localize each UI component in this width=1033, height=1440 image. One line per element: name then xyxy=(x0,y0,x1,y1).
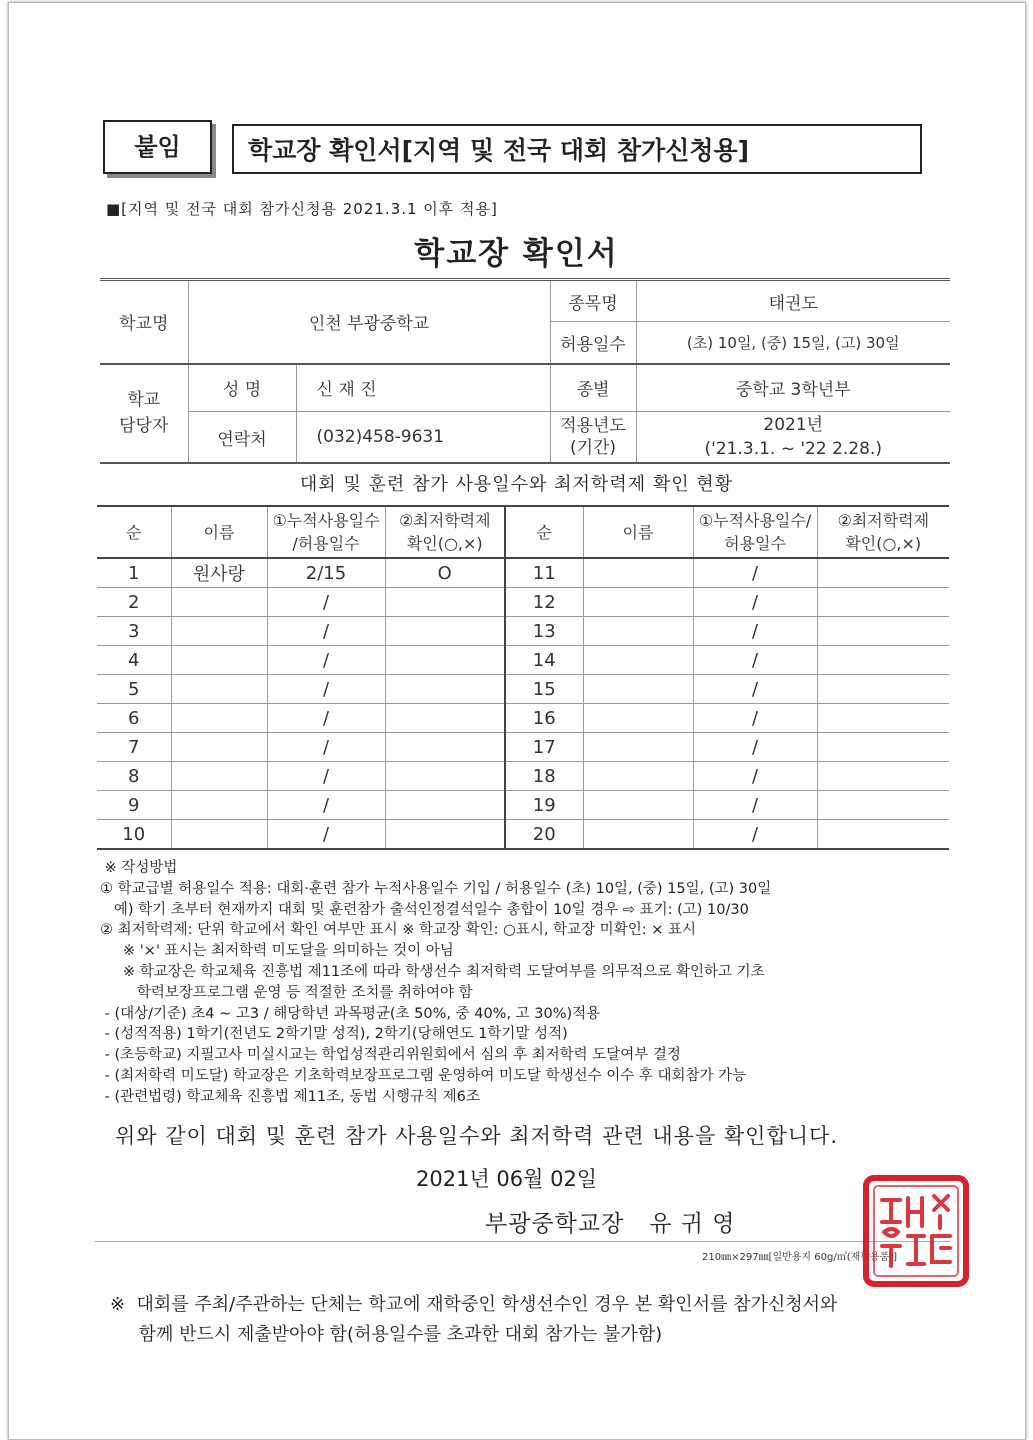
division-label: 종별 xyxy=(550,364,636,412)
table-row xyxy=(97,558,949,588)
row-name xyxy=(171,791,267,820)
school-label: 학교명 xyxy=(100,280,188,364)
year-cell xyxy=(636,412,950,464)
row-seq-right: 13 xyxy=(505,617,583,646)
row-days: / xyxy=(267,762,385,791)
row-days-right: / xyxy=(693,588,817,617)
row-name xyxy=(171,704,267,733)
row-name xyxy=(171,820,267,850)
row-seq: 1 xyxy=(97,558,171,588)
year-value: 2021년 xyxy=(763,415,824,435)
row-seq: 4 xyxy=(97,646,171,675)
header-days: ①누적사용일수 /허용일수 xyxy=(267,506,385,558)
instruction-line: - (관련법령) 학교체육 진흥법 제11조, 동법 시행규칙 제6조 xyxy=(100,1088,480,1105)
row-seq-right: 19 xyxy=(505,791,583,820)
table-row xyxy=(97,820,949,850)
row-check-right xyxy=(817,820,949,850)
row-name xyxy=(171,588,267,617)
year-label: 적용년도 (기간) xyxy=(550,412,636,464)
submission-notice-line-1: ※ 대회를 주최/주관하는 단체는 학교에 재학중인 학생선수인 경우 본 확인서를 참가신청서와 xyxy=(110,1294,838,1315)
row-days: / xyxy=(267,791,385,820)
instruction-line: 학력보장프로그램 운영 등 적절한 조치를 취하여야 함 xyxy=(100,984,473,1001)
row-name xyxy=(171,675,267,704)
contact-label: 연락처 xyxy=(188,412,296,464)
row-name-right xyxy=(583,733,693,762)
row-check xyxy=(385,820,505,850)
row-name-right xyxy=(583,617,693,646)
row-seq-right: 16 xyxy=(505,704,583,733)
divider xyxy=(95,1241,950,1242)
row-check xyxy=(385,733,505,762)
row-days: / xyxy=(267,704,385,733)
row-name-right xyxy=(583,588,693,617)
row-name-right xyxy=(583,762,693,791)
row-name xyxy=(171,762,267,791)
row-seq-right: 17 xyxy=(505,733,583,762)
row-check-right xyxy=(817,762,949,791)
row-days: / xyxy=(267,820,385,850)
name-label: 성 명 xyxy=(188,364,296,412)
header-academic-right: ②최저학력제 확인(○,×) xyxy=(817,506,949,558)
table-row xyxy=(97,791,949,820)
row-seq: 6 xyxy=(97,704,171,733)
participants-table xyxy=(97,505,949,850)
table-row xyxy=(97,675,949,704)
division-value: 중학교 3학년부 xyxy=(636,364,950,412)
table-row xyxy=(97,588,949,617)
header-academic: ②최저학력제 확인(○,×) xyxy=(385,506,505,558)
row-name xyxy=(171,646,267,675)
row-check xyxy=(385,675,505,704)
row-name xyxy=(171,617,267,646)
allowed-days-label: 허용일수 xyxy=(550,322,636,364)
row-seq: 2 xyxy=(97,588,171,617)
header-name-right: 이름 xyxy=(583,506,693,558)
attachment-tag: 붙임 xyxy=(103,120,212,174)
manager-label: 학교 담당자 xyxy=(100,364,188,464)
row-seq: 9 xyxy=(97,791,171,820)
row-name-right xyxy=(583,791,693,820)
row-days-right: / xyxy=(693,704,817,733)
document-title: 학교장 확인서 xyxy=(414,236,619,272)
event-value: 태권도 xyxy=(636,280,950,322)
row-days-right: / xyxy=(693,762,817,791)
writing-instructions xyxy=(100,858,960,1108)
instruction-line: ※ '×' 표시는 최저학력 미도달을 의미하는 것이 아님 xyxy=(100,943,454,960)
table-row xyxy=(97,704,949,733)
row-check xyxy=(385,704,505,733)
row-seq: 10 xyxy=(97,820,171,850)
principal-signature: 부광중학교장 유 귀 영 xyxy=(485,1211,736,1237)
row-days-right: / xyxy=(693,675,817,704)
row-days: 2/15 xyxy=(267,558,385,588)
allowed-days-value: (초) 10일, (중) 15일, (고) 30일 xyxy=(636,322,950,364)
row-seq: 3 xyxy=(97,617,171,646)
header-seq: 순 xyxy=(97,506,171,558)
table-row xyxy=(97,762,949,791)
row-days: / xyxy=(267,646,385,675)
confirmation-statement: 위와 같이 대회 및 훈련 참가 사용일수와 최저학력 관련 내용을 확인합니다. xyxy=(115,1124,839,1148)
header-days-right: ①누적사용일수/ 허용일수 xyxy=(693,506,817,558)
name-value: 신 재 진 xyxy=(296,364,550,412)
event-label: 종목명 xyxy=(550,280,636,322)
row-check-right xyxy=(817,704,949,733)
instruction-line: ② 최저학력제: 단위 학교에서 확인 여부만 표시 ※ 학교장 확인: ○표시, 학교장 미확인: × 표시 xyxy=(100,922,696,939)
row-days: / xyxy=(267,588,385,617)
row-check-right xyxy=(817,588,949,617)
row-seq-right: 11 xyxy=(505,558,583,588)
row-seq: 5 xyxy=(97,675,171,704)
header-seq-right: 순 xyxy=(505,506,583,558)
period-value: ('21.3.1. ~ '22 2.28.) xyxy=(704,439,882,459)
applicability-note: ■[지역 및 전국 대회 참가신청용 2021.3.1 이후 적용] xyxy=(106,200,498,218)
row-seq-right: 20 xyxy=(505,820,583,850)
instruction-line: ※ 학교장은 학교체육 진흥법 제11조에 따라 학생선수 최저학력 도달여부를 의무적으로 확인하고 기초 xyxy=(100,963,765,980)
header-name: 이름 xyxy=(171,506,267,558)
row-check xyxy=(385,791,505,820)
status-subtitle: 대회 및 훈련 참가 사용일수와 최저학력제 확인 현황 xyxy=(299,474,734,495)
submission-notice xyxy=(110,1290,837,1350)
row-check: O xyxy=(385,558,505,588)
row-days-right: / xyxy=(693,733,817,762)
row-days-right: / xyxy=(693,791,817,820)
row-seq: 8 xyxy=(97,762,171,791)
row-name-right xyxy=(583,558,693,588)
row-seq-right: 15 xyxy=(505,675,583,704)
row-check-right xyxy=(817,646,949,675)
row-days: / xyxy=(267,675,385,704)
official-seal-stamp xyxy=(860,1172,972,1290)
row-days-right: / xyxy=(693,558,817,588)
table-row xyxy=(97,646,949,675)
row-check-right xyxy=(817,675,949,704)
instruction-line: - (대상/기준) 초4 ~ 고3 / 해당학년 과목평균(초 50%, 중 40%, 고 30%)적용 xyxy=(100,1005,601,1022)
info-table xyxy=(100,278,950,464)
row-check xyxy=(385,588,505,617)
row-check xyxy=(385,646,505,675)
row-name-right xyxy=(583,646,693,675)
row-seq-right: 18 xyxy=(505,762,583,791)
row-name-right xyxy=(583,704,693,733)
row-days-right: / xyxy=(693,820,817,850)
row-check-right xyxy=(817,733,949,762)
row-seq-right: 12 xyxy=(505,588,583,617)
row-days: / xyxy=(267,733,385,762)
row-days: / xyxy=(267,617,385,646)
issue-date: 2021년 06월 02일 xyxy=(416,1167,598,1191)
school-value: 인천 부광중학교 xyxy=(188,280,550,364)
row-name-right xyxy=(583,820,693,850)
table-row xyxy=(97,733,949,762)
row-name: 원사랑 xyxy=(171,558,267,588)
instruction-line: 예) 학기 초부터 현재까지 대회 및 훈련참가 출석인정결석일수 총합이 10일 경우 ⇨ 표기: (고) 10/30 xyxy=(100,901,749,918)
instruction-line: - (초등학교) 지필고사 미실시교는 학업성적관리위원회에서 심의 후 최저학력 도달여부 결정 xyxy=(100,1047,681,1064)
table-row xyxy=(97,617,949,646)
row-seq-right: 14 xyxy=(505,646,583,675)
instruction-line: ① 학교급별 허용일수 적용: 대회·훈련 참가 누적사용일수 기입 / 허용일수 (초) 10일, (중) 15일, (고) 30일 xyxy=(100,880,772,897)
row-check-right xyxy=(817,617,949,646)
row-name xyxy=(171,733,267,762)
row-check-right xyxy=(817,791,949,820)
submission-notice-line-2: 함께 반드시 제출받아야 함(허용일수를 초과한 대회 참가는 불가함) xyxy=(110,1324,663,1345)
row-check xyxy=(385,762,505,791)
header-title: 학교장 확인서[지역 및 전국 대회 참가신청용] xyxy=(232,124,922,174)
row-days-right: / xyxy=(693,617,817,646)
row-check-right xyxy=(817,558,949,588)
instruction-line: ※ 작성방법 xyxy=(100,860,178,876)
contact-value: (032)458-9631 xyxy=(296,412,550,464)
row-check xyxy=(385,617,505,646)
row-days-right: / xyxy=(693,646,817,675)
instruction-line: - (성적적용) 1학기(전년도 2학기말 성적), 2학기(당해연도 1학기말 성적) xyxy=(100,1026,568,1043)
row-seq: 7 xyxy=(97,733,171,762)
instruction-line: - (최저학력 미도달) 학교장은 기초학력보장프로그램 운영하여 미도달 학생선수 이수 후 대회참가 가능 xyxy=(100,1067,747,1084)
paper-spec: 210㎜×297㎜[일반용지 60g/㎡(재활용품)] xyxy=(702,1252,898,1263)
row-name-right xyxy=(583,675,693,704)
